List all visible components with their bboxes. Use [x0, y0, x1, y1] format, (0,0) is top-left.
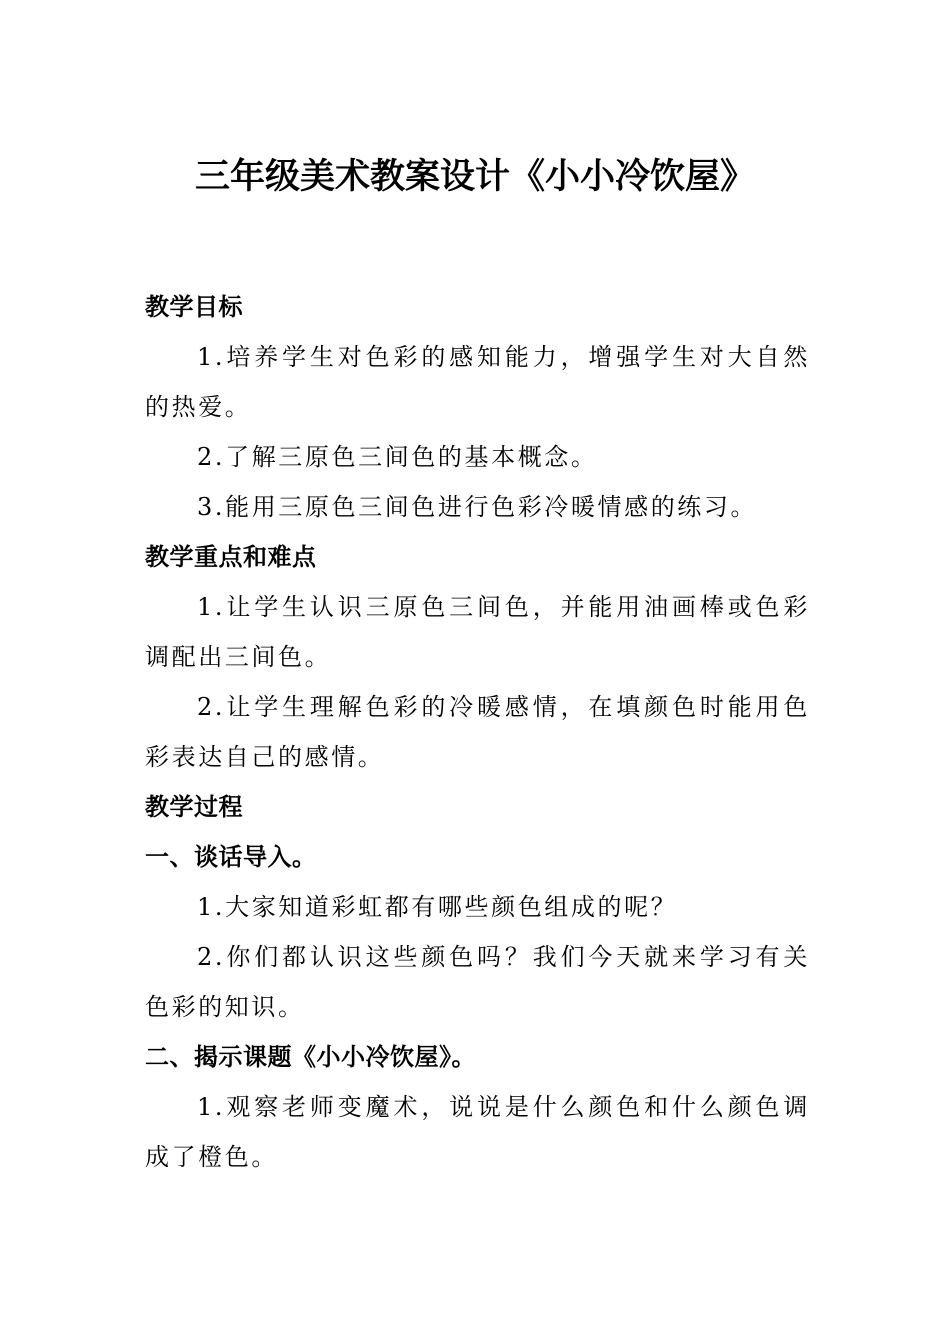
section-heading-key-points: 教学重点和难点	[145, 543, 317, 571]
paragraph-reveal-1: 1.观察老师变魔术，说说是什么颜色和什么颜色调成了橙色。	[145, 1093, 810, 1171]
paragraph-intro-1: 1.大家知道彩虹都有哪些颜色组成的呢？	[197, 893, 678, 921]
paragraph-intro-2: 2.你们都认识这些颜色吗？我们今天就来学习有关色彩的知识。	[145, 943, 810, 1021]
paragraph-key-point-1: 1.让学生认识三原色三间色，并能用油画棒或色彩调配出三间色。	[145, 593, 810, 671]
paragraph-goal-3: 3.能用三原色三间色进行色彩冷暖情感的练习。	[197, 493, 758, 521]
section-heading-teaching-goals: 教学目标	[145, 293, 243, 321]
document-body	[145, 282, 810, 1182]
paragraph-goal-2: 2.了解三原色三间色的基本概念。	[197, 443, 598, 471]
paragraph-goal-1: 1.培养学生对色彩的感知能力，增强学生对大自然的热爱。	[145, 343, 810, 421]
subsection-heading-reveal-topic: 二、揭示课题《小小冷饮屋》。	[145, 1043, 476, 1071]
paragraph-key-point-2: 2.让学生理解色彩的冷暖感情，在填颜色时能用色彩表达自己的感情。	[145, 693, 810, 771]
subsection-heading-introduction: 一、谈话导入。	[145, 843, 317, 871]
section-heading-teaching-process: 教学过程	[145, 793, 243, 821]
document-title: 三年级美术教案设计《小小冷饮屋》	[194, 157, 755, 197]
